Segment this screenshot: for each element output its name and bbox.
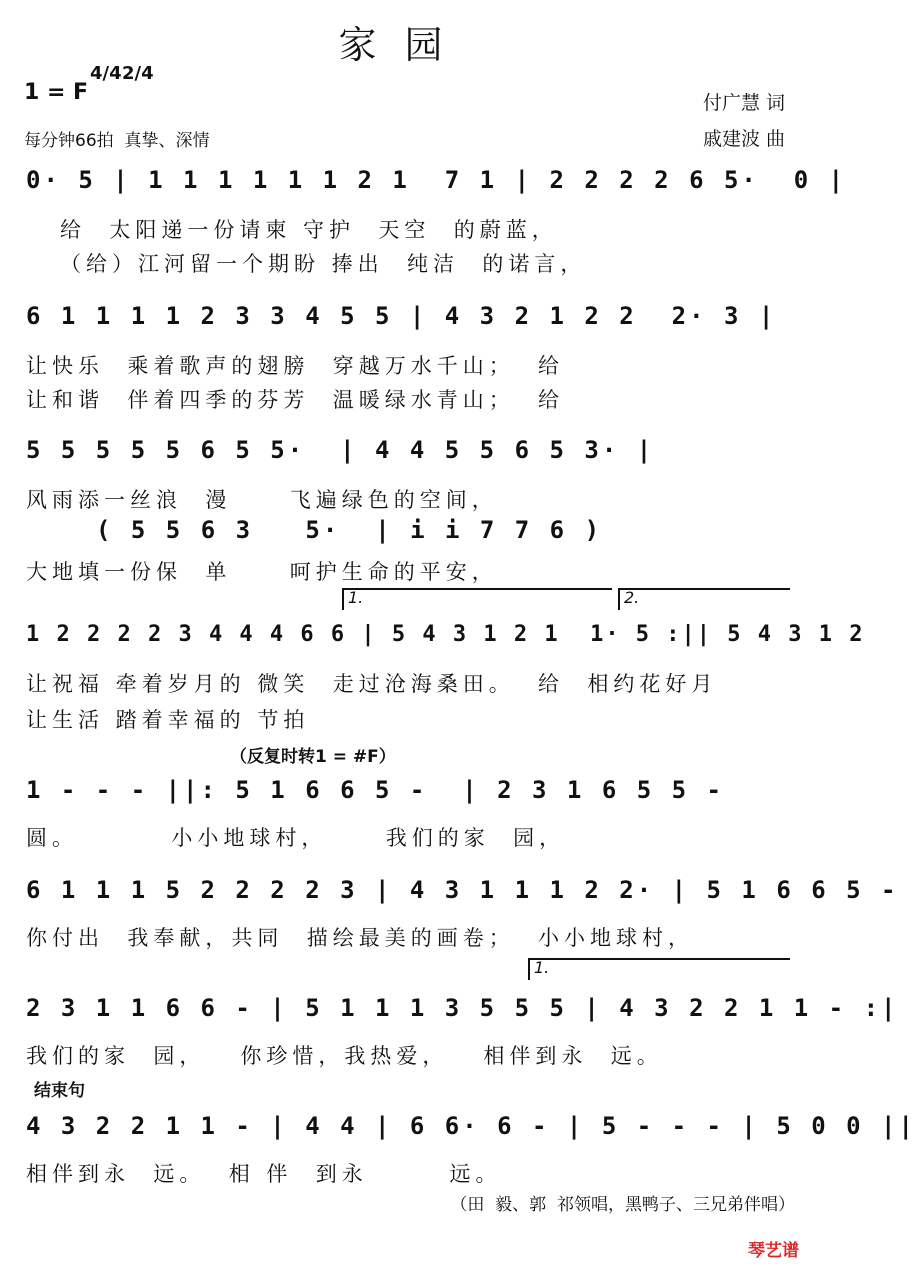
- composer-credit: 戚建波 曲: [702, 128, 785, 150]
- coda-label: 结束句: [34, 1081, 85, 1101]
- key-signature: 1 = F: [24, 80, 89, 105]
- lyrics-line-8: 相伴到永 远。 相 伴 到永 远。: [26, 1162, 502, 1186]
- tempo-marking: 每分钟66拍 真挚、深情: [24, 131, 210, 151]
- lyrics-line-4b: 让生活 踏着幸福的 节拍: [26, 708, 310, 732]
- notation-line-7: 2 3 1 1 6 6 - | 5 1 1 1 3 5 5 5 | 4 3 2 2 1 1 - :|: [26, 994, 899, 1022]
- lyrics-line-3a: 风雨添一丝浪 漫 飞遍绿色的空间，: [26, 488, 498, 512]
- lyrics-line-6: 你付出 我奉献，共同 描绘最美的画卷； 小小地球村，: [26, 926, 695, 950]
- time-signature-2: 2/4: [122, 63, 154, 84]
- lyricist-credit: 付广慧 词: [702, 92, 785, 114]
- notation-line-5: 1 - - - ||: 5 1 6 6 5 - | 2 3 1 6 5 5 -: [26, 776, 742, 804]
- notation-line-3-alt: ( 5 5 6 3 5· | i i 7 7 6 ): [96, 516, 603, 544]
- volta-bracket-1: 1.: [342, 588, 612, 610]
- modulation-annotation: （反复时转1 = #F）: [230, 747, 396, 767]
- notation-line-3: 5 5 5 5 5 6 5 5· | 4 4 5 5 6 5 3· |: [26, 436, 655, 464]
- lyrics-line-4a: 让祝福 牵着岁月的 微笑 走过沧海桑田。 给 相约花好月: [26, 672, 718, 696]
- performers-note: （田 毅、郭 祁领唱，黑鸭子、三兄弟伴唱）: [450, 1195, 795, 1215]
- watermark-logo: 琴艺谱: [748, 1241, 799, 1261]
- volta-bracket-3: 1.: [528, 958, 790, 980]
- notation-line-4: 1 2 2 2 2 3 4 4 4 6 6 | 5 4 3 1 2 1 1· 5 :|| 5 4 3 1 2: [26, 622, 865, 647]
- lyrics-line-5: 圆。 小小地球村， 我们的家 园，: [26, 826, 566, 850]
- lyrics-line-3b: 大地填一份保 单 呵护生命的平安，: [26, 560, 498, 584]
- lyrics-line-1b: （给）江河留一个期盼 捧出 纯洁 的诺言，: [60, 252, 587, 276]
- lyrics-line-7: 我们的家 园， 你珍惜，我热爱， 相伴到永 远。: [26, 1044, 663, 1068]
- notation-line-2: 6 1 1 1 1 2 3 3 4 5 5 | 4 3 2 1 2 2 2· 3 |: [26, 302, 777, 330]
- lyrics-line-1a: 给 太阳递一份请柬 守护 天空 的蔚蓝，: [60, 218, 558, 242]
- lyrics-line-2b: 让和谐 伴着四季的芬芳 温暖绿水青山； 给: [26, 388, 565, 412]
- time-signature-1: 4/4: [90, 63, 122, 84]
- notation-line-1: 0· 5 | 1 1 1 1 1 1 2 1 7 1 | 2 2 2 2 6 5· 0 |: [26, 166, 847, 194]
- lyrics-line-2a: 让快乐 乘着歌声的翅膀 穿越万水千山； 给: [26, 354, 565, 378]
- volta-bracket-2: 2.: [618, 588, 790, 610]
- notation-line-8: 4 3 2 2 1 1 - | 4 4 | 6 6· 6 - | 5 - - - | 5 0 0 ||: [26, 1112, 916, 1140]
- page-title: 家园: [338, 23, 471, 67]
- notation-line-6: 6 1 1 1 5 2 2 2 2 3 | 4 3 1 1 1 2 2· | 5 1 6 6 5 -: [26, 876, 899, 904]
